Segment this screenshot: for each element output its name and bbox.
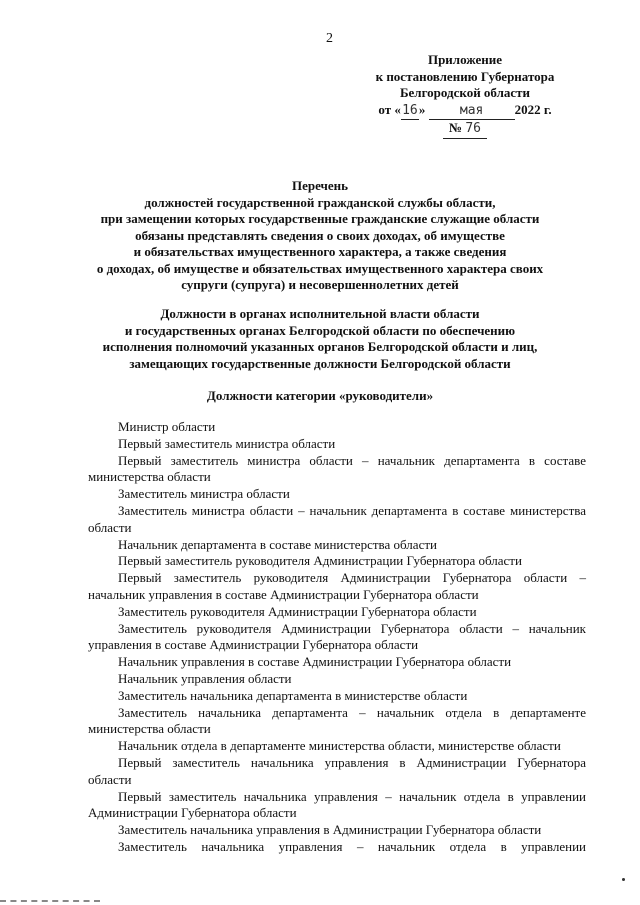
- position-item: Первый заместитель министра области – начальник департамента в составе министерства области: [88, 452, 586, 485]
- position-item: Министр области: [118, 419, 216, 434]
- date-day: 16: [401, 103, 419, 121]
- position-item: Начальник департамента в составе министерства области: [118, 536, 437, 552]
- subtitle-line: и государственных органах Белгородской области по обеспечению: [124, 322, 516, 338]
- positions-list: [88, 419, 586, 856]
- position-item: Заместитель начальника департамента – начальник отдела в департаменте министерства области: [88, 704, 586, 737]
- title-line: должностей государственной гражданской службы области,: [144, 194, 496, 210]
- position-item: Заместитель руководителя Администрации Губернатора области: [118, 603, 477, 619]
- subtitle-line: Должности в органах исполнительной власти области: [160, 306, 480, 321]
- scan-edge-mark: [0, 900, 100, 905]
- appendix-title: Приложение: [427, 52, 503, 67]
- title-line: и обязательствах имущественного характера, а также сведения: [133, 244, 507, 259]
- subtitle-line: исполнения полномочий указанных органов Белгородской области и лиц,: [102, 339, 538, 354]
- position-item: Начальник управления области: [118, 670, 292, 686]
- document-title: [70, 178, 570, 294]
- position-item: Заместитель руководителя Администрации Губернатора области – начальник управления в составе Администрации Губернатора области: [88, 620, 586, 653]
- position-item: Начальник отдела в департаменте министерства области, министерстве области: [118, 738, 561, 754]
- position-item: Начальник управления в составе Администрации Губернатора области: [118, 654, 512, 670]
- page-number: 2: [326, 31, 333, 46]
- position-item: Заместитель начальника управления – начальник отдела в управлении: [118, 838, 586, 854]
- title-line: о доходах, об имуществе и обязательствах имущественного характера своих: [96, 260, 544, 276]
- title-line: при замещении которых государственные гражданские служащие области: [100, 211, 540, 226]
- number-prefix: №: [449, 120, 463, 135]
- position-item: Заместитель начальника управления в Администрации Губернатора области: [118, 822, 542, 838]
- position-item: Заместитель начальника департамента в министерстве области: [118, 687, 468, 703]
- appendix-line-region: Белгородской области: [399, 85, 531, 100]
- position-item: Заместитель министра области: [118, 486, 290, 502]
- category-heading: Должности категории «руководители»: [206, 388, 434, 403]
- appendix-line-decree: к постановлению Губернатора: [375, 68, 555, 84]
- appendix-date: [360, 102, 570, 121]
- document-number: 76: [465, 121, 481, 136]
- date-prefix: от «: [378, 101, 401, 117]
- position-item: Первый заместитель начальника управления в Администрации Губернатора области: [88, 754, 586, 787]
- title-line: обязаны представлять сведения о своих доходах, об имуществе: [135, 227, 505, 243]
- appendix-number: [360, 120, 570, 139]
- position-item: Первый заместитель руководителя Администрации Губернатора области – начальник управления в составе Администрации Губернатора области: [88, 570, 586, 602]
- position-item: Первый заместитель министра области: [118, 435, 336, 451]
- date-quote-close: »: [418, 101, 426, 117]
- scan-speck: [622, 878, 625, 881]
- position-item: Первый заместитель руководителя Администрации Губернатора области: [118, 553, 522, 569]
- subtitle-line: замещающих государственные должности Белгородской области: [129, 355, 511, 371]
- title-line: супруги (супруга) и несовершеннолетних детей: [181, 277, 459, 292]
- date-month: мая: [429, 103, 515, 121]
- position-item: Первый заместитель начальника управления – начальник отдела в управлении Администрации Губернатора области: [88, 788, 586, 821]
- date-year: 2022 г.: [514, 101, 552, 117]
- title-heading: Перечень: [291, 178, 349, 193]
- position-item: Заместитель министра области – начальник департамента в составе министерства области: [88, 502, 586, 535]
- section-subtitle: [70, 306, 570, 372]
- appendix-header: [360, 52, 570, 139]
